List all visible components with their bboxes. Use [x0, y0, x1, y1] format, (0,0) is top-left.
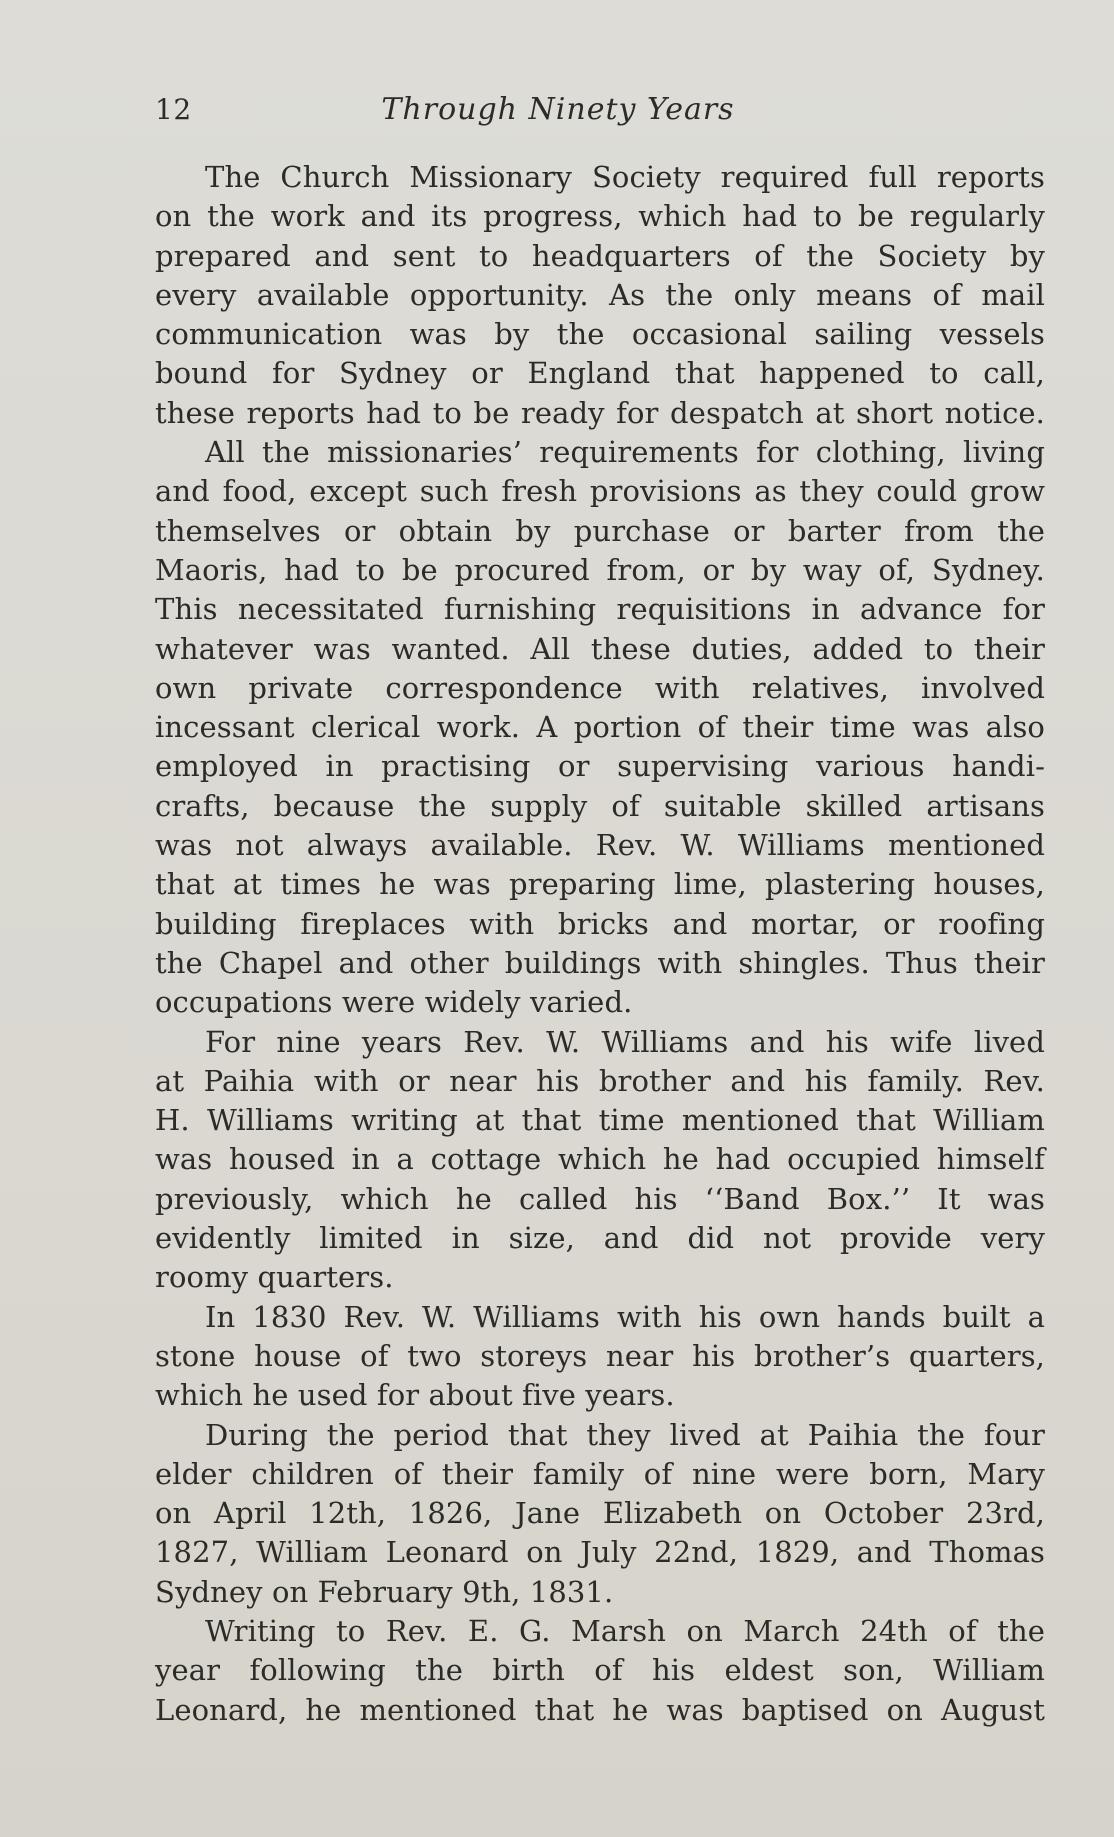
text-line: that at times he was preparing lime, plastering houses, — [155, 867, 1045, 902]
text-line: All the missionaries’ requirements for clothing, living — [205, 435, 1045, 470]
text-line: stone house of two storeys near his brother’s quarters, — [155, 1338, 1045, 1373]
text-line: building fireplaces with bricks and mortar, or roofing — [155, 906, 1045, 941]
text-line: the Chapel and other buildings with shingles. Thus their — [155, 945, 1045, 980]
running-title: Through Ninety Years — [381, 92, 735, 127]
text-line: previously, which he called his ‘‘Band Box.’’ It was — [155, 1181, 1045, 1216]
page-number: 12 — [155, 93, 192, 126]
text-line: Leonard, he mentioned that he was baptised on August — [155, 1692, 1045, 1727]
text-line: employed in practising or supervising various handi- — [155, 749, 1045, 784]
text-line: Sydney on February 9th, 1831. — [155, 1574, 614, 1609]
text-line: crafts, because the supply of suitable skilled artisans — [155, 788, 1045, 823]
text-line: occupations were widely varied. — [155, 985, 633, 1020]
text-line: During the period that they lived at Paihia the four — [205, 1417, 1045, 1452]
text-line: own private correspondence with relatives, involved — [155, 670, 1045, 705]
body-text — [155, 158, 1045, 1730]
text-line: In 1830 Rev. W. Williams with his own hands built a — [205, 1299, 1045, 1334]
text-line: on April 12th, 1826, Jane Elizabeth on October 23rd, — [155, 1496, 1045, 1531]
text-line: prepared and sent to headquarters of the Society by — [155, 238, 1045, 273]
text-line: H. Williams writing at that time mentioned that William — [155, 1103, 1045, 1138]
text-line: whatever was wanted. All these duties, added to their — [155, 631, 1045, 666]
text-line: every available opportunity. As the only means of mail — [155, 277, 1045, 312]
page-header — [155, 86, 961, 134]
text-line: evidently limited in size, and did not provide very — [155, 1221, 1045, 1256]
text-line: was housed in a cottage which he had occupied himself — [155, 1142, 1045, 1177]
text-line: communication was by the occasional sailing vessels — [155, 317, 1045, 352]
text-line: bound for Sydney or England that happened to call, — [155, 356, 1045, 391]
text-line: which he used for about five years. — [155, 1378, 675, 1413]
text-line: and food, except such fresh provisions as they could grow — [155, 474, 1045, 509]
text-line: on the work and its progress, which had to be regularly — [155, 199, 1045, 234]
text-line: This necessitated furnishing requisitions in advance for — [155, 592, 1045, 627]
text-line: themselves or obtain by purchase or barter from the — [155, 513, 1045, 548]
text-line: roomy quarters. — [155, 1260, 394, 1295]
text-line: year following the birth of his eldest son, William — [155, 1653, 1045, 1688]
text-line: 1827, William Leonard on July 22nd, 1829, and Thomas — [155, 1535, 1045, 1570]
text-line: elder children of their family of nine were born, Mary — [155, 1456, 1045, 1491]
text-line: was not always available. Rev. W. Williams mentioned — [155, 828, 1045, 863]
text-line: these reports had to be ready for despatch at short notice. — [155, 395, 1045, 430]
text-line: Writing to Rev. E. G. Marsh on March 24th of the — [205, 1613, 1045, 1648]
text-line: The Church Missionary Society required full reports — [205, 160, 1045, 194]
text-line: For nine years Rev. W. Williams and his wife lived — [205, 1024, 1045, 1059]
text-line: incessant clerical work. A portion of their time was also — [155, 710, 1045, 745]
text-line: Maoris, had to be procured from, or by way of, Sydney. — [155, 552, 1045, 587]
text-line: at Paihia with or near his brother and his family. Rev. — [155, 1063, 1045, 1098]
